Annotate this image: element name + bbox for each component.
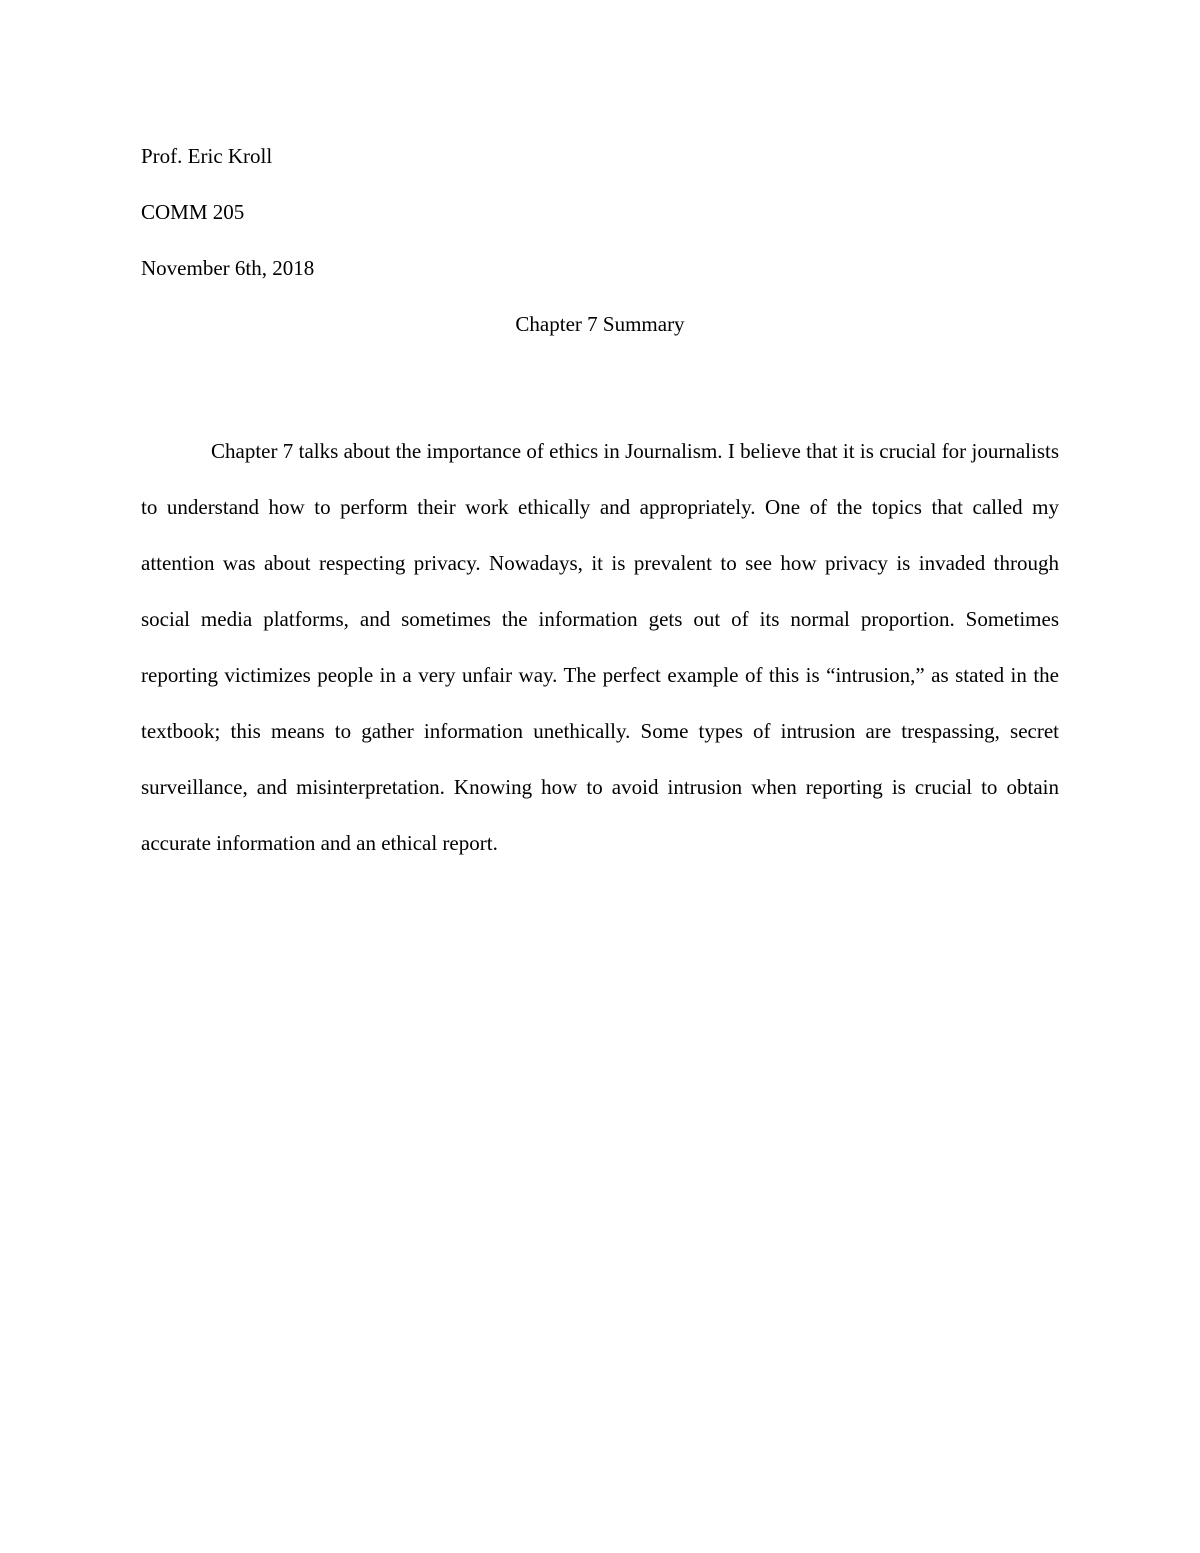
submission-date: November 6th, 2018 — [141, 256, 315, 280]
instructor-name: Prof. Eric Kroll — [141, 144, 273, 168]
document-title: Chapter 7 Summary — [515, 312, 685, 336]
body-paragraph: Chapter 7 talks about the importance of ethics in Journalism. I believe that it is crucial for journalists to understand how to perform their work ethically and appropriately. One of the topics that called my attention was about respecting privacy. Nowadays, it is prevalent to see how privacy is invaded through social media platforms, and sometimes the information gets out of its normal proportion. Sometimes reporting victimizes people in a very unfair way. The perfect example of this is “intrusion,” as stated in the textbook; this means to gather information unethically. Some types of intrusion are trespassing, secret surveillance, and misinterpretation. Knowing how to avoid intrusion when reporting is crucial to obtain accurate information and an ethical report. — [141, 439, 1059, 855]
course-code: COMM 205 — [141, 200, 245, 224]
